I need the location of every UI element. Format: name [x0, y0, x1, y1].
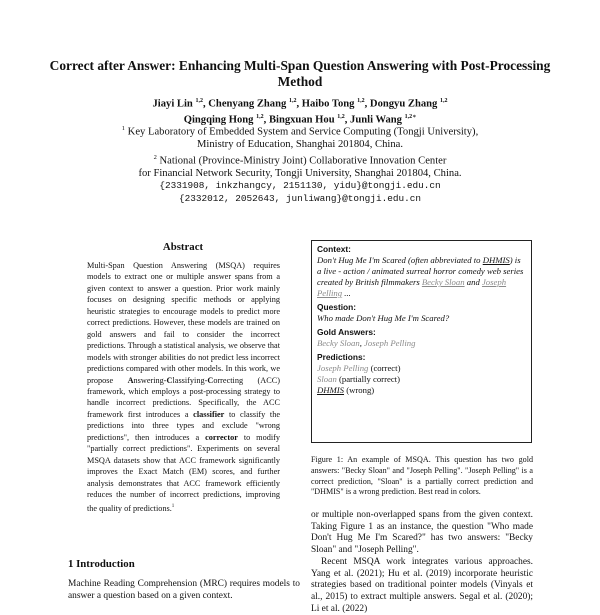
context-joseph-pelling: Joseph Pelling: [317, 277, 507, 298]
paper-title: Correct after Answer: Enhancing Multi-Span Question Answering with Post-Processing Method: [49, 58, 551, 89]
abstract-text: lassifying-: [172, 375, 208, 385]
context-label: Context:: [317, 244, 351, 254]
affil-mark: 1: [121, 125, 126, 132]
author-name: Dongyu Zhang: [369, 98, 438, 110]
abstract-text: to classify the predictions into three types and exclude "wrong predictions", then introduces a: [87, 409, 280, 442]
email-line-1[interactable]: {2331908, inkzhangcy, 2151130, yidu}@tongji.edu.cn: [159, 180, 441, 192]
right-column-text: [311, 510, 533, 615]
gold-answer: Joseph Pelling: [364, 338, 416, 348]
acc-initial-c: C: [207, 375, 214, 385]
email-line-2[interactable]: {2332012, 2052643, junliwang}@tongji.edu.cn: [179, 193, 421, 205]
acc-initial-c: C: [166, 375, 173, 385]
paragraph: Recent MSQA work integrates various approaches. Yang et al. (2021); Hu et al. (2019) incorporate heuristic strategies based on traditional pointer models (Vinyals et al., 2015) to extract multiple answers. Segal et al. (2020); Li et al. (2022): [311, 556, 533, 614]
author-name: Jiayi Lin: [152, 98, 193, 110]
context-fragment: and: [464, 277, 482, 287]
affiliation-text: National (Province-Ministry Joint) Collaborative Innovation Center: [159, 155, 447, 167]
author-name: Bingxuan Hou: [268, 114, 335, 126]
affiliation-1-line-1: [40, 123, 560, 139]
section-heading-introduction: 1 Introduction: [68, 558, 135, 570]
abstract-heading: Abstract: [162, 241, 204, 253]
prediction-wrong: [317, 385, 526, 396]
affiliation-text: Key Laboratory of Embedded System and Service Computing (Tongji University),: [127, 126, 479, 138]
introduction-text: Machine Reading Comprehension (MRC) requires models to answer a question based on a given context.: [68, 579, 300, 601]
prediction-correct: [317, 363, 526, 374]
predictions-label: Predictions:: [317, 352, 366, 362]
author-line-1: Jiayi Lin $^{1,2}$, Chenyang Zhang $^{1,2}$, Haibo Tong $^{1,2}$, Dongyu Zhang $^{1,2}$: [152, 98, 448, 110]
prediction-tag: (correct): [368, 363, 401, 373]
separator: ,: [359, 338, 365, 348]
acc-initial-a: A: [127, 375, 134, 385]
question-text: Who made Don't Hug Me I'm Scared?: [317, 313, 450, 323]
prediction-tag: (partially correct): [336, 374, 400, 384]
context-dhmis: DHMIS: [482, 255, 510, 265]
context-fragment: Don't Hug Me I'm Scared (often abbreviated to: [317, 255, 483, 265]
affiliations: [40, 123, 560, 206]
context-becky-sloan: Becky Sloan: [421, 277, 465, 287]
abstract-text: to modify "partially correct predictions". Experiments on several MSQA datasets show that ACC framework significantly improves the Exact Match (EM) scores, and further analysis demonstrates that ACC framework efficiently reduces the number of incorrect predictions, improving the quality of predictions.: [87, 432, 281, 513]
abstract-body: [87, 260, 280, 514]
prediction-span: Joseph Pelling: [317, 363, 369, 373]
affil-mark: 2: [153, 153, 157, 161]
abstract-text: orrecting (ACC) framework, which employs a post-processing strategy to handle incorrect predictions. Specifically, the ACC framework first introduces a: [87, 375, 280, 419]
author-affil-mark: 1,2: [357, 98, 365, 104]
prediction-span: DHMIS: [317, 385, 345, 395]
context-fragment: ...: [342, 288, 351, 298]
footnote-mark[interactable]: 1: [171, 503, 175, 509]
author-affil-mark: 1,2: [195, 98, 203, 104]
figure-1-caption: Figure 1: An example of MSQA. This question has two gold answers: "Becky Sloan" and "Joseph Pelling". "Joseph Pelling" is a correct prediction, "Sloan" is a partially correct prediction and "DHMIS" is a wrong prediction. Best read in colors.: [311, 455, 533, 497]
gold-answers: [317, 338, 526, 349]
author-affil-mark: 1,2: [337, 113, 345, 120]
gold-answers-label: Gold Answers:: [317, 327, 376, 337]
abstract-text: nswering-: [133, 375, 167, 385]
affiliation-2-line-2: for Financial Network Security, Tongji University, Shanghai 201804, China.: [138, 167, 462, 179]
paragraph: or multiple non-overlapped spans from the given context. Taking Figure 1 as an instance, the question "Who made Don't Hug Me I'm Scared?" has two answers: "Becky Sloan" and "Joseph Pelling".: [311, 510, 533, 556]
question-label: Question:: [317, 302, 357, 312]
author-name: Junli Wang: [350, 114, 402, 126]
author-list: [40, 95, 560, 126]
context-fragment: ) is a live - action / animated surreal horror comedy web series created by British filmmakers: [317, 255, 524, 287]
classifier-term: classifier: [193, 409, 225, 419]
abstract-text: Multi-Span Question Answering (MSQA) requires models to extract one or multiple answer spans from a given context to answer a question. Prior work mainly focuses on designing specific methods or applying heuristic strategies to encourage models to predict more correct predictions. However, these models are trained on gold answers and fail to consider the incorrect predictions. Through a statistical analysis, we observe that models with stronger abilities do not predict less incorrect predictions compared with other models. In this work, we propose: [87, 261, 280, 385]
author-affil-mark: 1,2: [440, 98, 448, 104]
affiliation-1-line-2: Ministry of Education, Shanghai 201804, China.: [197, 139, 403, 151]
author-name: Chenyang Zhang: [208, 98, 287, 110]
author-affil-mark: 1,2: [256, 113, 264, 120]
gold-answer: Becky Sloan: [317, 338, 360, 348]
prediction-tag: (wrong): [344, 385, 375, 395]
author-name: Qingqing Hong: [183, 114, 254, 126]
author-line-2: Qingqing Hong $^{1,2}$, Bingxuan Hou $^{1,2}$, Junli Wang $^{1,2∗}$: [183, 113, 417, 126]
corrector-term: corrector: [205, 432, 238, 442]
context-text: [317, 255, 526, 299]
author-affil-mark: 1,2: [288, 98, 297, 104]
author-affil-mark: 1,2∗: [404, 113, 417, 120]
prediction-partial: [317, 374, 526, 385]
figure-1-box: [311, 240, 532, 443]
prediction-span: Sloan: [317, 374, 337, 384]
affiliation-2-line-1: [40, 152, 560, 168]
author-name: Haibo Tong: [301, 98, 355, 110]
